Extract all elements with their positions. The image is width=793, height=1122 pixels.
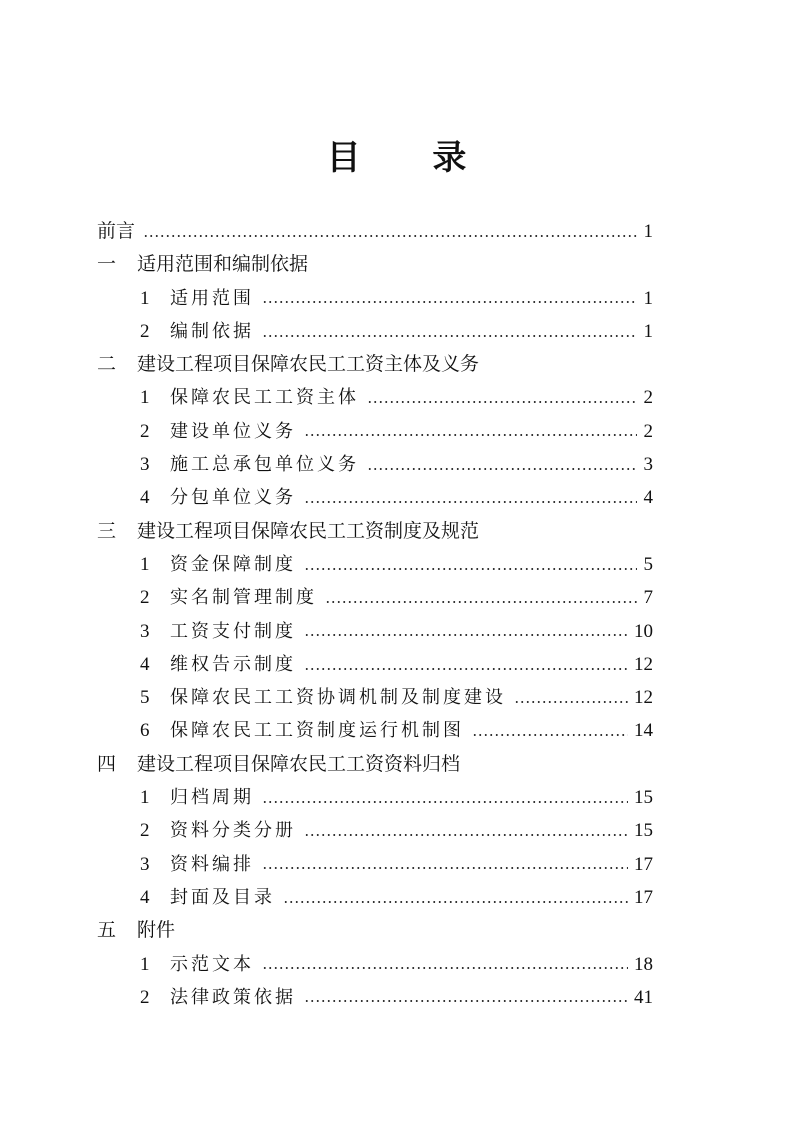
- toc-section-number: 四: [97, 752, 117, 775]
- toc-entry-title: 分包单位义务: [170, 487, 296, 509]
- toc-section-title: 建设工程项目保障农民工工资资料归档: [137, 752, 461, 775]
- toc-entry-number: 2: [140, 320, 150, 342]
- toc-entry-title: 编制依据: [170, 320, 254, 342]
- toc-entry-number: 2: [140, 820, 150, 842]
- toc-page-number: 12: [634, 653, 653, 675]
- toc-entry-preface[interactable]: [0, 215, 793, 248]
- toc-entry-title: 前言: [97, 220, 136, 242]
- toc-entry-number: 1: [140, 287, 150, 309]
- toc-entry-number: 3: [140, 454, 150, 476]
- toc-page-number: 4: [643, 487, 653, 509]
- toc-entry-number: 1: [140, 953, 150, 975]
- toc-entry[interactable]: [0, 481, 793, 514]
- toc-section-title: 建设工程项目保障农民工工资主体及义务: [137, 353, 480, 376]
- toc-entry[interactable]: [0, 981, 793, 1014]
- dot-leader: [262, 335, 637, 337]
- toc-entry[interactable]: [0, 714, 793, 747]
- toc-page-number: 1: [643, 320, 653, 342]
- toc-entry-title: 封面及目录: [170, 886, 275, 908]
- toc-page-number: 17: [634, 853, 653, 875]
- dot-leader: [367, 401, 637, 403]
- toc-page-number: 10: [634, 620, 653, 642]
- toc-entry-title: 资料分类分册: [170, 820, 296, 842]
- table-of-contents: [0, 215, 793, 1014]
- toc-entry[interactable]: [0, 381, 793, 414]
- toc-page-number: 12: [634, 687, 653, 709]
- toc-entry[interactable]: [0, 548, 793, 581]
- dot-leader: [262, 967, 628, 969]
- toc-section-title: 建设工程项目保障农民工工资制度及规范: [137, 519, 480, 542]
- toc-entry[interactable]: [0, 681, 793, 714]
- toc-entry[interactable]: [0, 781, 793, 814]
- toc-section-number: 三: [97, 519, 117, 542]
- toc-entry-number: 3: [140, 853, 150, 875]
- toc-page-number: 5: [643, 553, 653, 575]
- page-title: 目 录: [326, 138, 497, 178]
- toc-sections: [0, 248, 793, 1014]
- toc-entry[interactable]: [0, 415, 793, 448]
- toc-entry-number: 4: [140, 886, 150, 908]
- toc-page-number: 15: [634, 787, 653, 809]
- toc-entry-title: 示范文本: [170, 953, 254, 975]
- toc-entry-title: 资金保障制度: [170, 553, 296, 575]
- toc-section-heading[interactable]: [0, 248, 793, 281]
- toc-page-number: 1: [643, 287, 653, 309]
- toc-entry[interactable]: [0, 948, 793, 981]
- dot-leader: [304, 668, 628, 670]
- toc-section-heading[interactable]: [0, 348, 793, 381]
- dot-leader: [304, 568, 637, 570]
- toc-page-number: 2: [643, 387, 653, 409]
- toc-section-title: 附件: [137, 919, 176, 942]
- dot-leader: [367, 468, 637, 470]
- toc-entry-title: 施工总承包单位义务: [170, 454, 359, 476]
- toc-entry-title: 实名制管理制度: [170, 587, 317, 609]
- dot-leader: [304, 1000, 628, 1002]
- toc-section-heading[interactable]: [0, 515, 793, 548]
- toc-entry-title: 适用范围: [170, 287, 254, 309]
- toc-entry-title: 维权告示制度: [170, 653, 296, 675]
- toc-page-number: 3: [643, 454, 653, 476]
- toc-page-number: 7: [643, 587, 653, 609]
- dot-leader: [304, 634, 628, 636]
- toc-entry-title: 保障农民工工资制度运行机制图: [170, 720, 464, 742]
- toc-entry-number: 1: [140, 787, 150, 809]
- toc-entry-number: 1: [140, 553, 150, 575]
- dot-leader: [262, 301, 637, 303]
- dot-leader: [304, 434, 637, 436]
- toc-entry-number: 4: [140, 487, 150, 509]
- toc-entry-title: 归档周期: [170, 787, 254, 809]
- toc-entry[interactable]: [0, 881, 793, 914]
- toc-page-number: 41: [634, 986, 653, 1008]
- toc-entry-number: 1: [140, 387, 150, 409]
- toc-entry[interactable]: [0, 581, 793, 614]
- toc-entry-number: 3: [140, 620, 150, 642]
- toc-entry-number: 4: [140, 653, 150, 675]
- toc-entry-number: 2: [140, 420, 150, 442]
- toc-entry[interactable]: [0, 648, 793, 681]
- toc-entry-number: 2: [140, 587, 150, 609]
- toc-page-number: 17: [634, 886, 653, 908]
- toc-page-number: 18: [634, 953, 653, 975]
- toc-entry[interactable]: [0, 448, 793, 481]
- toc-section-number: 五: [97, 919, 117, 942]
- toc-section-number: 一: [97, 253, 117, 276]
- toc-entry-title: 建设单位义务: [170, 420, 296, 442]
- toc-entry-title: 工资支付制度: [170, 620, 296, 642]
- dot-leader: [262, 867, 628, 869]
- toc-entry-number: 5: [140, 687, 150, 709]
- toc-entry-title: 保障农民工工资协调机制及制度建设: [170, 687, 506, 709]
- dot-leader: [514, 701, 628, 703]
- toc-section-heading[interactable]: [0, 748, 793, 781]
- dot-leader: [325, 601, 637, 603]
- toc-page-number: 1: [643, 221, 653, 242]
- toc-entry-number: 6: [140, 720, 150, 742]
- toc-section-number: 二: [97, 353, 117, 376]
- toc-page-number: 14: [634, 720, 653, 742]
- dot-leader: [304, 834, 628, 836]
- dot-leader: [304, 501, 637, 503]
- toc-page-number: 2: [643, 420, 653, 442]
- dot-leader: [143, 235, 637, 237]
- dot-leader: [283, 901, 628, 903]
- toc-entry[interactable]: [0, 848, 793, 881]
- dot-leader: [262, 801, 628, 803]
- toc-entry-number: 2: [140, 986, 150, 1008]
- toc-entry-title: 保障农民工工资主体: [170, 387, 359, 409]
- toc-entry[interactable]: [0, 814, 793, 847]
- dot-leader: [472, 734, 628, 736]
- toc-page-number: 15: [634, 820, 653, 842]
- toc-section-heading[interactable]: [0, 914, 793, 947]
- toc-entry[interactable]: [0, 282, 793, 315]
- toc-entry[interactable]: [0, 315, 793, 348]
- toc-entry[interactable]: [0, 615, 793, 648]
- toc-entry-title: 资料编排: [170, 853, 254, 875]
- toc-section-title: 适用范围和编制依据: [137, 253, 309, 276]
- toc-entry-title: 法律政策依据: [170, 986, 296, 1008]
